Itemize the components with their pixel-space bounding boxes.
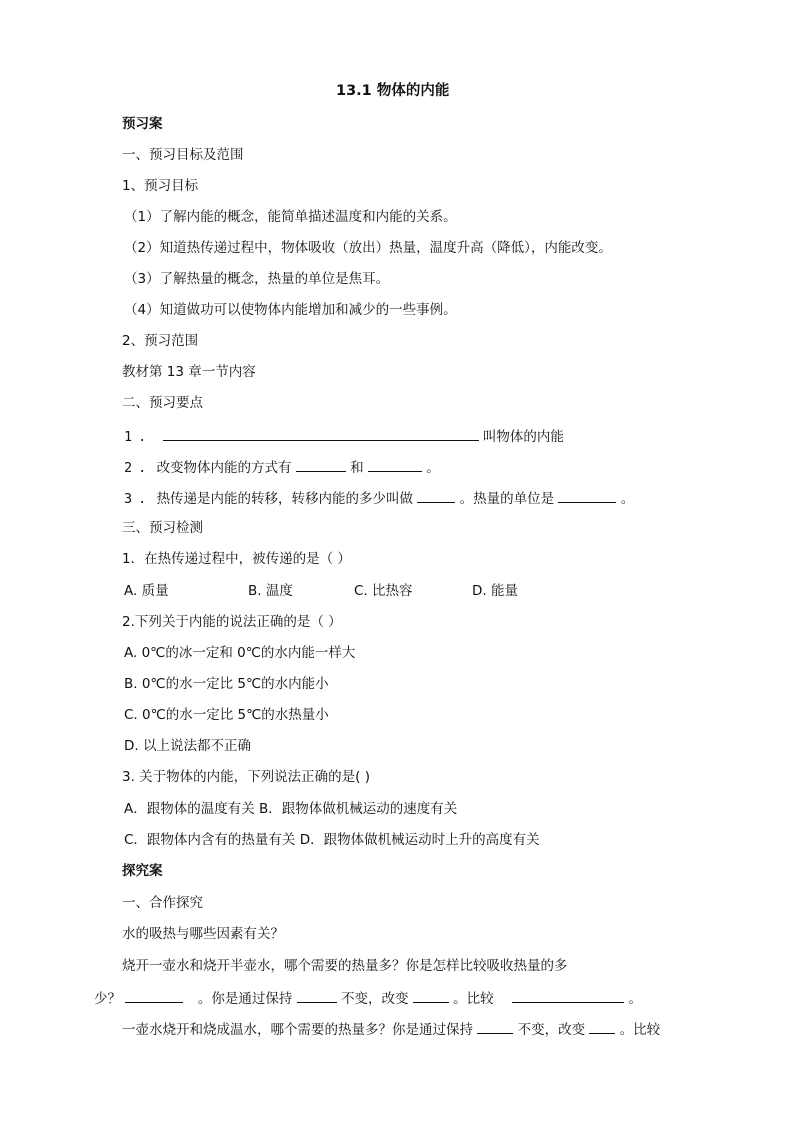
goal-item: （3）了解热量的概念，热量的单位是焦耳。 [124, 271, 390, 287]
key-point-number: 1. [124, 429, 153, 445]
explore-text: 。你是通过保持 [197, 991, 293, 1007]
section-heading-preview-test: 三、预习检测 [122, 520, 203, 536]
fill-blank[interactable] [558, 488, 616, 503]
fill-blank[interactable] [512, 988, 624, 1003]
explore-text: 少？ [94, 991, 121, 1007]
range-heading: 2、预习范围 [122, 333, 199, 349]
preview-heading: 预习案 [122, 116, 163, 132]
fill-blank[interactable] [125, 988, 183, 1003]
question-stem: 2.下列关于内能的说法正确的是（ ） [122, 614, 342, 630]
fill-blank[interactable] [413, 988, 449, 1003]
key-point-text: 改变物体内能的方式有 [156, 460, 292, 476]
fill-blank[interactable] [589, 1019, 615, 1034]
question-stem: 1．在热传递过程中，被传递的是（ ） [122, 551, 351, 567]
question-option[interactable]: D. 能量 [472, 583, 518, 599]
key-point-text: 和 [350, 460, 364, 476]
question-option[interactable]: A. 0℃的冰一定和 0℃的水内能一样大 [124, 645, 356, 661]
question-option[interactable]: B. 温度 [248, 583, 293, 599]
goal-item: （1）了解内能的概念，能简单描述温度和内能的关系。 [124, 209, 457, 225]
key-point-3 [124, 488, 634, 508]
section-heading-key-points: 二、预习要点 [122, 395, 203, 411]
section-heading-goals-range: 一、预习目标及范围 [122, 147, 244, 163]
goals-heading: 1、预习目标 [122, 178, 199, 194]
key-point-text: 。 [426, 460, 440, 476]
key-point-2 [124, 457, 440, 477]
key-point-text: 。热量的单位是 [459, 491, 555, 507]
explore-heading: 探究案 [122, 863, 163, 879]
key-point-text: 叫物体的内能 [482, 429, 564, 445]
fill-blank[interactable] [417, 488, 455, 503]
fill-blank[interactable] [368, 457, 422, 472]
goal-item: （4）知道做功可以使物体内能增加和减少的一些事例。 [124, 302, 457, 318]
section-heading-cooperative: 一、合作探究 [122, 895, 203, 911]
question-options-row[interactable]: C．跟物体内含有的热量有关 D．跟物体做机械运动时上升的高度有关 [124, 832, 540, 848]
question-option[interactable]: C. 比热容 [354, 583, 413, 599]
key-point-1 [124, 426, 564, 446]
question-option[interactable]: B. 0℃的水一定比 5℃的水内能小 [124, 676, 329, 692]
explore-paragraph-line [94, 988, 642, 1008]
explore-text: 不变，改变 [340, 991, 409, 1007]
fill-blank[interactable] [163, 426, 479, 441]
explore-text: 不变，改变 [517, 1022, 586, 1038]
page-title: 13.1 物体的内能 [336, 83, 450, 99]
key-point-text: 热传递是内能的转移，转移内能的多少叫做 [156, 491, 414, 507]
question-options-row[interactable]: A．跟物体的温度有关 B．跟物体做机械运动的速度有关 [124, 801, 458, 817]
explore-text: 。 [628, 991, 642, 1007]
question-option[interactable]: D. 以上说法都不正确 [124, 738, 251, 754]
fill-blank[interactable] [477, 1019, 513, 1034]
explore-paragraph-line [122, 1019, 660, 1039]
fill-blank[interactable] [297, 988, 337, 1003]
explore-paragraph-line: 烧开一壶水和烧开半壶水，哪个需要的热量多？你是怎样比较吸收热量的多 [122, 958, 568, 974]
key-point-number: 3. [124, 491, 153, 507]
explore-text: 。比较 [453, 991, 494, 1007]
explore-text: 一壶水烧开和烧成温水，哪个需要的热量多？你是通过保持 [122, 1022, 473, 1038]
question-option[interactable]: A. 质量 [124, 583, 169, 599]
range-text: 教材第 13 章一节内容 [122, 364, 256, 380]
key-point-number: 2. [124, 460, 153, 476]
question-option[interactable]: C. 0℃的水一定比 5℃的水热量小 [124, 707, 329, 723]
goal-item: （2）知道热传递过程中，物体吸收（放出）热量，温度升高（降低），内能改变。 [124, 240, 612, 256]
explore-question: 水的吸热与哪些因素有关？ [122, 926, 284, 942]
key-point-text: 。 [620, 491, 635, 507]
fill-blank[interactable] [296, 457, 346, 472]
explore-text: 。比较 [619, 1022, 661, 1038]
question-stem: 3. 关于物体的内能，下列说法正确的是( ) [122, 769, 370, 785]
